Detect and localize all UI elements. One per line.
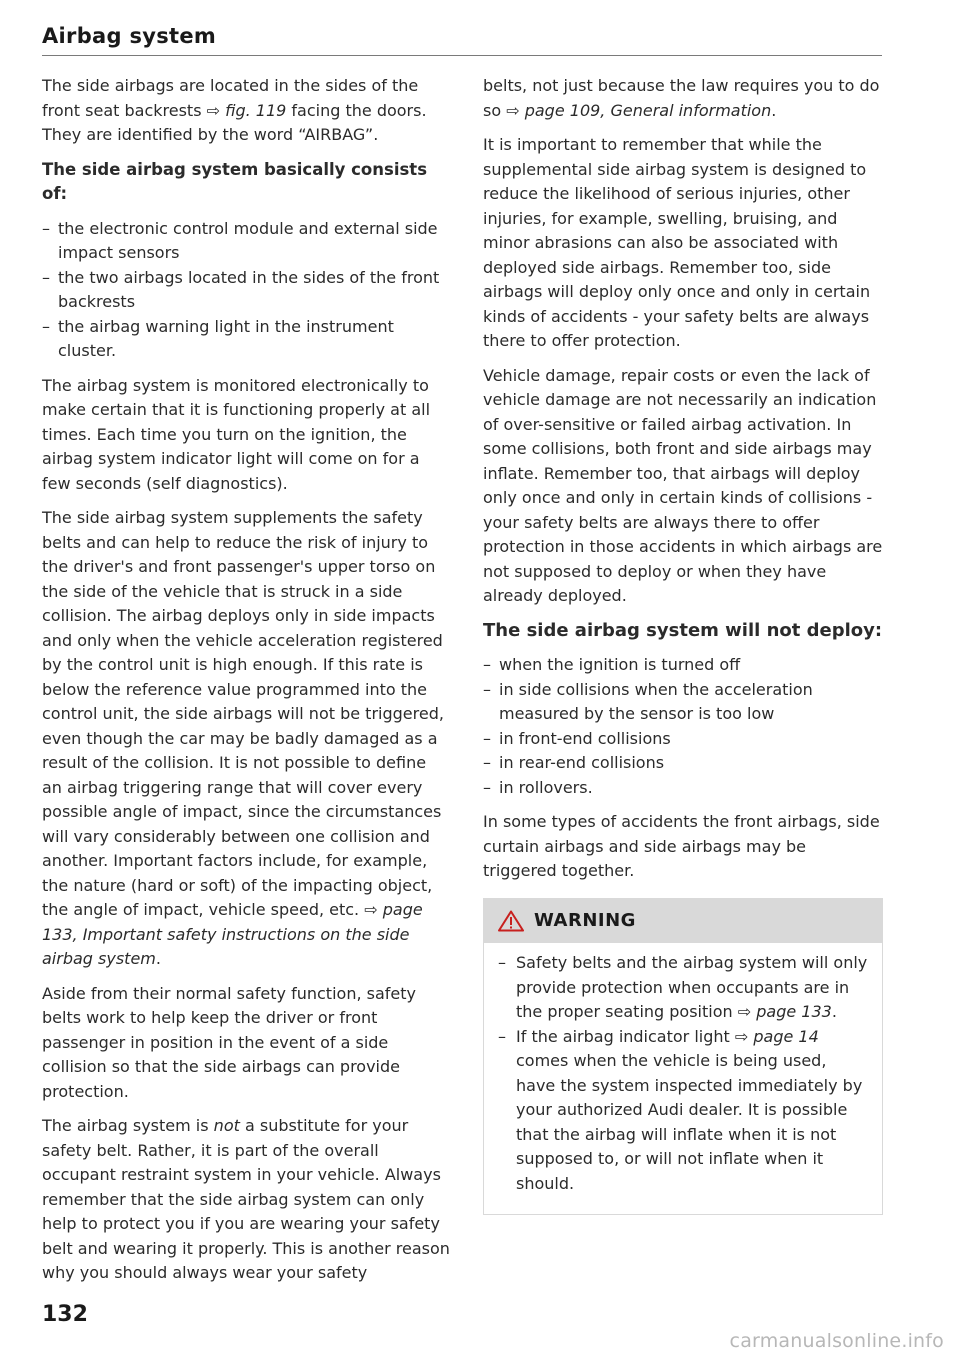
paragraph [42,74,450,148]
list-item: – in rollovers. [483,776,883,801]
left-column [42,74,450,1296]
text-run: belts, not just because the law requires you to do so [483,76,880,120]
no-deploy-list [483,653,883,800]
warning-list [498,951,868,1196]
text-run: The airbag system is monitored electronically to make certain that it is functioning properly at all times. Each time you turn on the ignition, the airbag system indicator light will come on for a few seconds (self diagnostics). [42,375,431,493]
text-run: The side airbags are located in the sides of the front seat backrests [42,76,419,120]
page-number: 132 [42,1302,88,1327]
paragraph [42,982,450,1105]
text-run: a substitute for your safety belt. Rather, it is part of the overall occupant restraint system in your vehicle. Always remember that the side airbag system can only help to protect you if you are wearing your safety belt and wearing it properly. This is another reason why you should always wear your safety [42,1116,450,1282]
text-run: facing the doors. They are identified by the word “AIRBAG”. [42,100,427,144]
text-run: . [771,100,777,120]
text-run: The side airbag system supplements the safety belts and can help to reduce the risk of injury to the driver's and front passenger's upper torso on the side of the vehicle that is struck in a side collision. The airbag deploys only in side impacts and only when the vehicle acceleration registered by the control unit is high enough. If this rate is below the reference value programmed into the control unit, the side airbags will not be triggered, even though the car may be badly damaged as a result of the collision. It is not possible to define an airbag triggering range that will cover every possible angle of impact, since the circumstances will vary considerably between one collision and another. Important factors include, for example, the nature (hard or soft) of the impacting object, the angle of impact, vehicle speed, etc. [42,508,444,919]
text-run: . [155,949,161,968]
watermark: carmanualsonline.info [729,1330,944,1352]
cross-reference: not [213,1116,240,1135]
text-run: The airbag system is [42,1116,214,1135]
cross-reference: ⇨ fig. 119 [206,100,287,120]
header-divider [42,55,882,56]
cross-reference: ⇨ page 133 [737,1002,832,1021]
cross-reference: ⇨ page 109, General information [506,100,772,120]
list-item: – in rear-end collisions [483,751,883,776]
list-item: – when the ignition is turned off [483,653,883,678]
list-item: – in side collisions when the acceleration measured by the sensor is too low [483,678,883,727]
paragraph [483,364,883,609]
text-run: Aside from their normal safety function, safety belts work to help keep the driver or front passenger in position in the event of a side collision so that the side airbags can provide protection. [42,983,416,1101]
text-run: comes when the vehicle is being used, have the system inspected immediately by your authorized Audi dealer. It is possible that the airbag will inflate when it is not supposed to, or will not inflate when it should. [516,1051,863,1193]
paragraph [42,374,450,497]
text-run: . [831,1002,837,1021]
text-run: Safety belts and the airbag system will only provide protection when occupants are in the proper seating position [516,953,868,1021]
warning-item [498,1025,868,1197]
paragraph [42,1114,450,1286]
warning-title: WARNING [534,909,636,931]
warning-header [484,899,882,944]
list-item: – the two airbags located in the sides of the front backrests [42,266,450,315]
warning-triangle-icon [498,910,524,932]
paragraph [483,133,883,354]
page-header-title: Airbag system [42,24,217,48]
list-item: – in front-end collisions [483,727,883,752]
paragraph [42,506,450,972]
list-item: – the airbag warning light in the instrument cluster. [42,315,450,364]
warning-body [484,943,882,1214]
text-run: It is important to remember that while the supplemental side airbag system is designed to reduce the likelihood of serious injuries, other injuries, for example, swelling, bruising, and minor abrasions can also be associated with deployed side airbags. Remember too, side airbags will deploy only once and only in certain kinds of accidents - your safety belts are always there to offer protection. [483,135,871,350]
components-list [42,217,450,364]
cross-reference: ⇨ page 14 [734,1026,819,1046]
list-item: – the electronic control module and external side impact sensors [42,217,450,266]
text-run: Vehicle damage, repair costs or even the lack of vehicle damage are not necessarily an indication of over-sensitive or failed airbag activation. In some collisions, both front and side airbags may inflate. Remember too, that airbags will deploy only once and only in certain kinds of collisions - your safety belts are always there to offer protection in those accidents in which airbags are not supposed to deploy or when they have already deployed. [483,365,883,605]
right-column [483,74,883,1215]
warning-box [483,898,883,1216]
section-heading: The side airbag system basically consists of: [42,159,428,203]
paragraph [483,810,883,884]
text-run: If the airbag indicator light [516,1026,735,1046]
warning-item [498,951,868,1025]
cross-reference: ⇨ page 133, Important safety instructions on the side airbag system [42,900,423,968]
section-heading: The side airbag system will not deploy: [483,619,883,641]
paragraph [483,74,883,123]
text-run: In some types of accidents the front airbags, side curtain airbags and side airbags may be triggered together. [483,812,880,880]
